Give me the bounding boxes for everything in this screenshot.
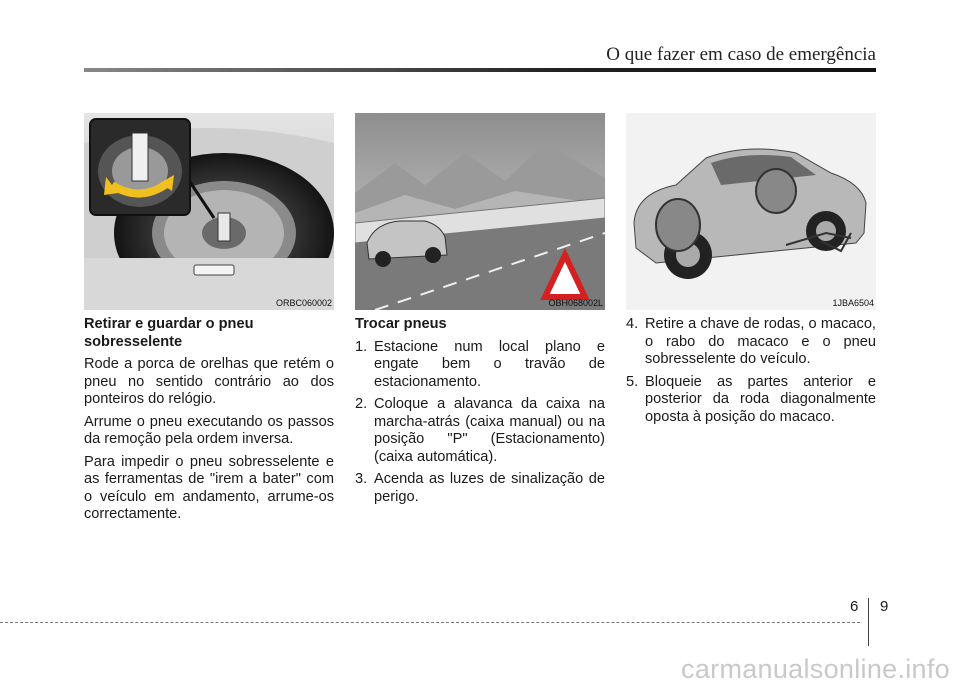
step-number: 5. bbox=[626, 373, 639, 390]
step-number: 3. bbox=[355, 471, 368, 487]
car-jack-figure bbox=[626, 113, 876, 310]
step-text: Estacione num local plano e engate bem o travão de estacionamento. bbox=[374, 338, 605, 390]
page-number-separator bbox=[868, 598, 869, 646]
section-heading: Retirar e guardar o pneu sobresselente bbox=[84, 316, 254, 350]
section-heading: Trocar pneus bbox=[355, 316, 447, 332]
step-text: Bloqueie as partes anterior e posterior da roda diagonalmente oposta à posição do macaco. bbox=[645, 373, 876, 425]
page-number: 9 bbox=[880, 598, 889, 615]
step-item bbox=[626, 316, 876, 369]
step-number: 2. bbox=[355, 396, 368, 412]
chapter-number: 6 bbox=[850, 598, 859, 615]
step-item bbox=[355, 471, 605, 506]
highway-warning-triangle-illustration bbox=[355, 113, 605, 310]
steps-list bbox=[626, 316, 876, 426]
step-text: Coloque a alavanca da caixa na marcha-atrás (caixa manual) ou na posição "P" (Estacionamento) (caixa automática). bbox=[374, 396, 605, 465]
paragraph: Arrume o pneu executando os passos da remoção pela ordem inversa. bbox=[84, 413, 334, 447]
step-item bbox=[355, 396, 605, 466]
paragraph: Rode a porca de orelhas que retém o pneu no sentido contrário ao dos ponteiros do relógio. bbox=[84, 356, 334, 407]
column-change-tires bbox=[355, 316, 605, 511]
steps-list bbox=[355, 339, 605, 507]
spare-tire-trunk-illustration bbox=[84, 113, 334, 310]
step-item bbox=[626, 374, 876, 427]
spare-tire-figure bbox=[84, 113, 334, 310]
column-steps-continued bbox=[626, 316, 876, 431]
step-text: Retire a chave de rodas, o macaco, o rabo do macaco e o pneu sobresselente do veículo. bbox=[645, 316, 876, 367]
column-spare-tire bbox=[84, 316, 334, 529]
watermark-text: carmanualsonline.info bbox=[681, 654, 950, 684]
figure-code: ORBC060002 bbox=[275, 298, 332, 308]
step-number: 4. bbox=[626, 316, 639, 332]
paragraph: Para impedir o pneu sobresselente e as ferramentas de "irem a bater" com o veículo em andamento, arrume-os correctamente. bbox=[84, 453, 334, 522]
step-number: 1. bbox=[355, 338, 368, 355]
step-item bbox=[355, 339, 605, 392]
figure-code: OBH068002L bbox=[548, 298, 603, 308]
page-header-title: O que fazer em caso de emergência bbox=[606, 44, 876, 65]
step-text: Acenda as luzes de sinalização de perigo. bbox=[374, 471, 605, 505]
car-jack-blocked-wheel-illustration bbox=[626, 113, 876, 310]
figure-code: 1JBA6504 bbox=[832, 298, 874, 308]
highway-figure bbox=[355, 113, 605, 310]
header-rule bbox=[84, 68, 876, 72]
footer-dashed-line bbox=[0, 622, 860, 623]
